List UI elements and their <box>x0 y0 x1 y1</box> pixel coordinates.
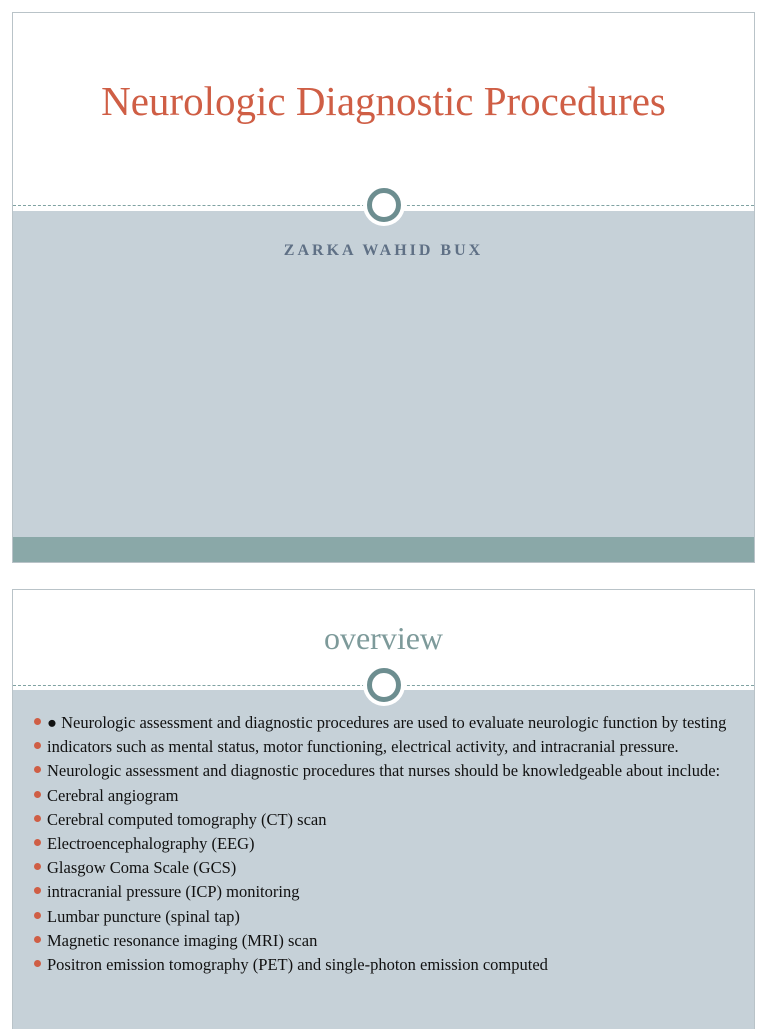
bullet-text: Electroencephalography (EEG) <box>47 833 255 853</box>
bullet-dot-icon <box>34 718 41 725</box>
bullet-dot-icon <box>34 912 41 919</box>
bullet-dot-icon <box>34 742 41 749</box>
list-item <box>13 906 754 927</box>
ring-icon <box>367 668 401 702</box>
overview-slide <box>12 589 755 1029</box>
bullet-dot-icon <box>34 839 41 846</box>
list-item <box>13 736 754 757</box>
bullet-text: indicators such as mental status, motor functioning, electrical activity, and intracranial pressure. <box>47 737 679 757</box>
list-item <box>13 760 754 781</box>
bullet-text: Cerebral computed tomography (CT) scan <box>47 809 327 829</box>
bullet-text: intracranial pressure (ICP) monitoring <box>47 882 300 902</box>
bullet-text: Lumbar puncture (spinal tap) <box>47 906 240 926</box>
list-item <box>13 809 754 830</box>
bullet-text: Positron emission tomography (PET) and single-photon emission computed <box>47 954 548 974</box>
bullet-dot-icon <box>34 791 41 798</box>
list-item <box>13 785 754 806</box>
bullet-dot-icon <box>34 766 41 773</box>
title-area <box>13 13 754 205</box>
list-item <box>13 833 754 854</box>
bullet-dot-icon <box>34 887 41 894</box>
list-item <box>13 930 754 951</box>
list-item <box>13 881 754 902</box>
bullet-text: Neurologic assessment and diagnostic procedures that nurses should be knowledgeable about include: <box>47 761 721 781</box>
list-item <box>13 712 754 733</box>
bullet-list <box>13 712 754 978</box>
bullet-dot-icon <box>34 936 41 943</box>
list-item <box>13 954 754 975</box>
slide-subtitle: ZARKA WAHID BUX <box>283 242 484 259</box>
slide-title: Neurologic Diagnostic Procedures <box>101 78 666 124</box>
bullet-dot-icon <box>34 815 41 822</box>
bullet-dot-icon <box>34 863 41 870</box>
footer-band <box>13 537 754 563</box>
ring-icon <box>367 188 401 222</box>
title-slide <box>12 12 755 563</box>
bullet-text: Cerebral angiogram <box>47 785 179 805</box>
bullet-text: ● Neurologic assessment and diagnostic procedures are used to evaluate neurologic function by testing <box>47 713 727 732</box>
bullet-dot-icon <box>34 960 41 967</box>
bullet-text: Magnetic resonance imaging (MRI) scan <box>47 930 318 950</box>
bullet-text: Glasgow Coma Scale (GCS) <box>47 858 237 878</box>
slide-title: overview <box>323 620 444 656</box>
list-item <box>13 857 754 878</box>
